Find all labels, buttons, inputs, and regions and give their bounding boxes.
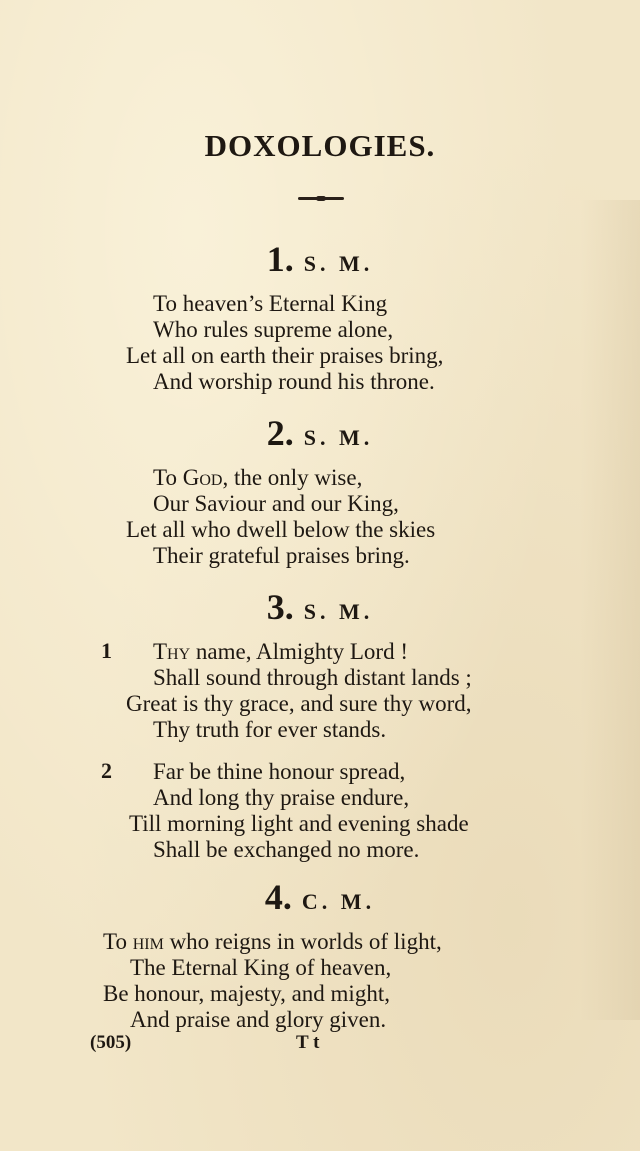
verse-line: Let all who dwell below the skies [126,517,436,542]
verse-line: And worship round his throne. [153,369,435,394]
verse-line: Far be thine honour spread, [153,759,406,784]
page-number: (505) [90,1032,132,1053]
page-heading: DOXOLOGIES. [204,128,436,163]
verse-line: Great is thy grace, and sure thy word, [126,691,472,716]
section-number: 4. [264,877,292,917]
section-number: 2. [266,413,294,453]
ornamental-rule [298,197,344,200]
section-2-title [0,412,640,454]
section-meter: S. M. [303,251,374,276]
verse-line: And long thy praise endure, [153,785,410,810]
section-number: 1. [266,239,294,279]
verse-line: And praise and glory given. [130,1007,387,1032]
verse-line: Till morning light and evening shade [129,811,469,836]
verse-line: Shall sound through distant lands ; [153,665,472,690]
verse-line: To him who reigns in worlds of light, [103,929,442,954]
stanza-number: 2 [101,758,112,783]
section-1-title [0,238,640,280]
section-meter: S. M. [303,599,374,624]
verse-line: Shall be exchanged no more. [153,837,420,862]
verse-line: To heaven’s Eternal King [153,291,388,316]
verse-line: To God, the only wise, [153,465,363,490]
section-4-title [0,876,640,918]
verse-line: Let all on earth their praises bring, [126,343,444,368]
section-number: 3. [266,587,294,627]
verse-line: Their grateful praises bring. [153,543,410,568]
stanza-number: 1 [101,638,112,663]
verse-line: Thy name, Almighty Lord ! [153,639,408,664]
verse-line: Our Saviour and our King, [153,491,399,516]
verse-line: The Eternal King of heaven, [130,955,392,980]
section-meter: S. M. [303,425,374,450]
signature-mark: T t [296,1032,320,1053]
verse-line: Who rules supreme alone, [153,317,394,342]
verse-line: Thy truth for ever stands. [153,717,387,742]
verse-line: Be honour, majesty, and might, [103,981,390,1006]
section-3-title [0,586,640,628]
section-meter: C. M. [301,889,376,914]
